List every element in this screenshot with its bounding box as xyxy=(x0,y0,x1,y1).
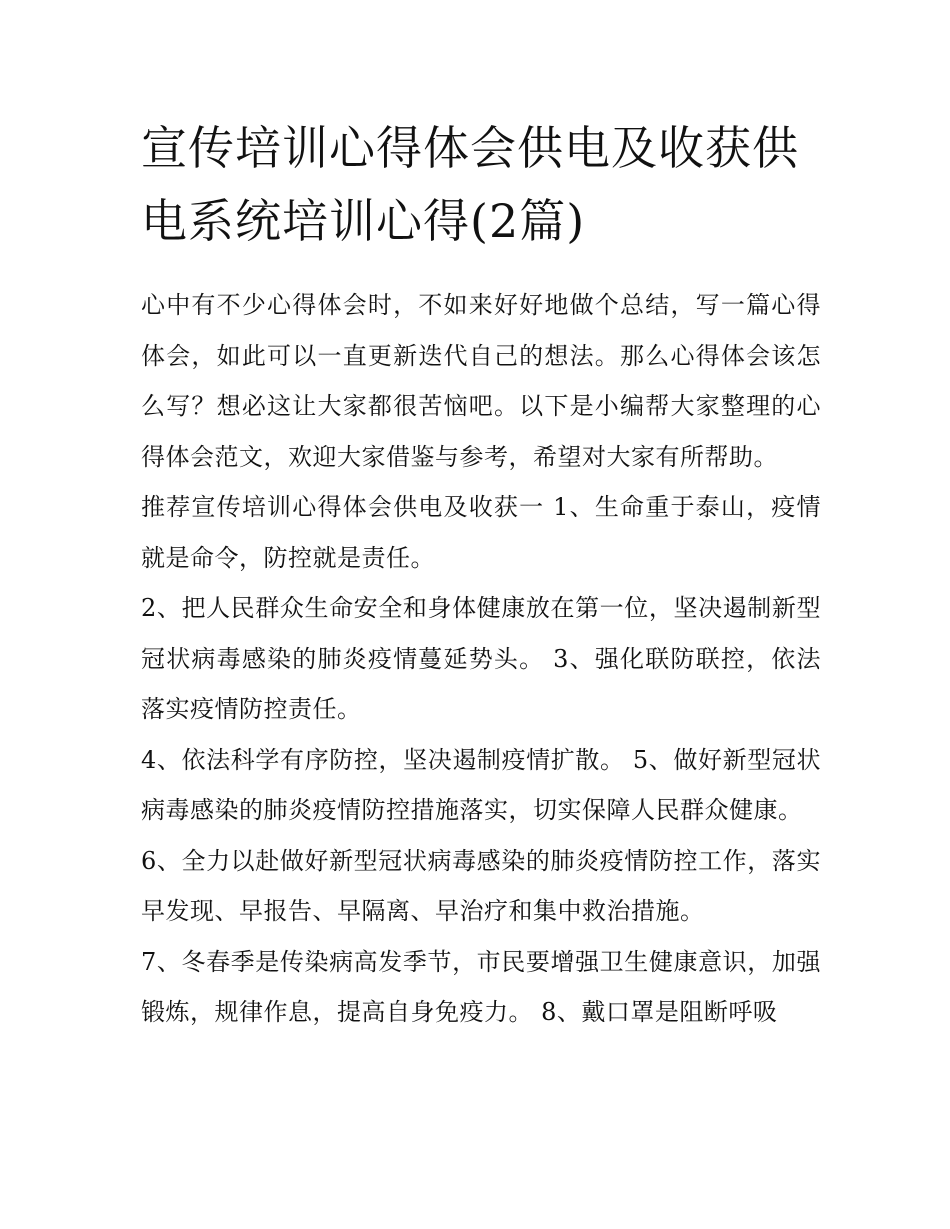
paragraph-item-6: 6、全力以赴做好新型冠状病毒感染的肺炎疫情防控工作，落实早发现、早报告、早隔离、早治疗和集中救治措施。 xyxy=(141,846,821,925)
paragraph-items-7-8: 7、冬春季是传染病高发季节，市民要增强卫生健康意识，加强锻炼，规律作息，提高自身免疫力。 8、戴口罩是阻断呼吸 xyxy=(141,947,821,1026)
paragraph-items-2-3: 2、把人民群众生命安全和身体健康放在第一位，坚决遏制新型冠状病毒感染的肺炎疫情蔓延势头。 3、强化联防联控，依法落实疫情防控责任。 xyxy=(141,594,821,723)
document-body xyxy=(141,280,821,1038)
paragraph-intro: 心中有不少心得体会时，不如来好好地做个总结，写一篇心得体会，如此可以一直更新迭代自己的想法。那么心得体会该怎么写？想必这让大家都很苦恼吧。以下是小编帮大家整理的心得体会范文，欢迎大家借鉴与参考，希望对大家有所帮助。 xyxy=(141,291,821,471)
paragraph-items-4-5: 4、依法科学有序防控，坚决遏制疫情扩散。 5、做好新型冠状病毒感染的肺炎疫情防控措施落实，切实保障人民群众健康。 xyxy=(141,745,821,824)
document-title: 宣传培训心得体会供电及收获供电系统培训心得(2篇) xyxy=(141,121,799,248)
paragraph-item-1: 推荐宣传培训心得体会供电及收获一 1、生命重于泰山，疫情就是命令，防控就是责任。 xyxy=(141,493,821,572)
